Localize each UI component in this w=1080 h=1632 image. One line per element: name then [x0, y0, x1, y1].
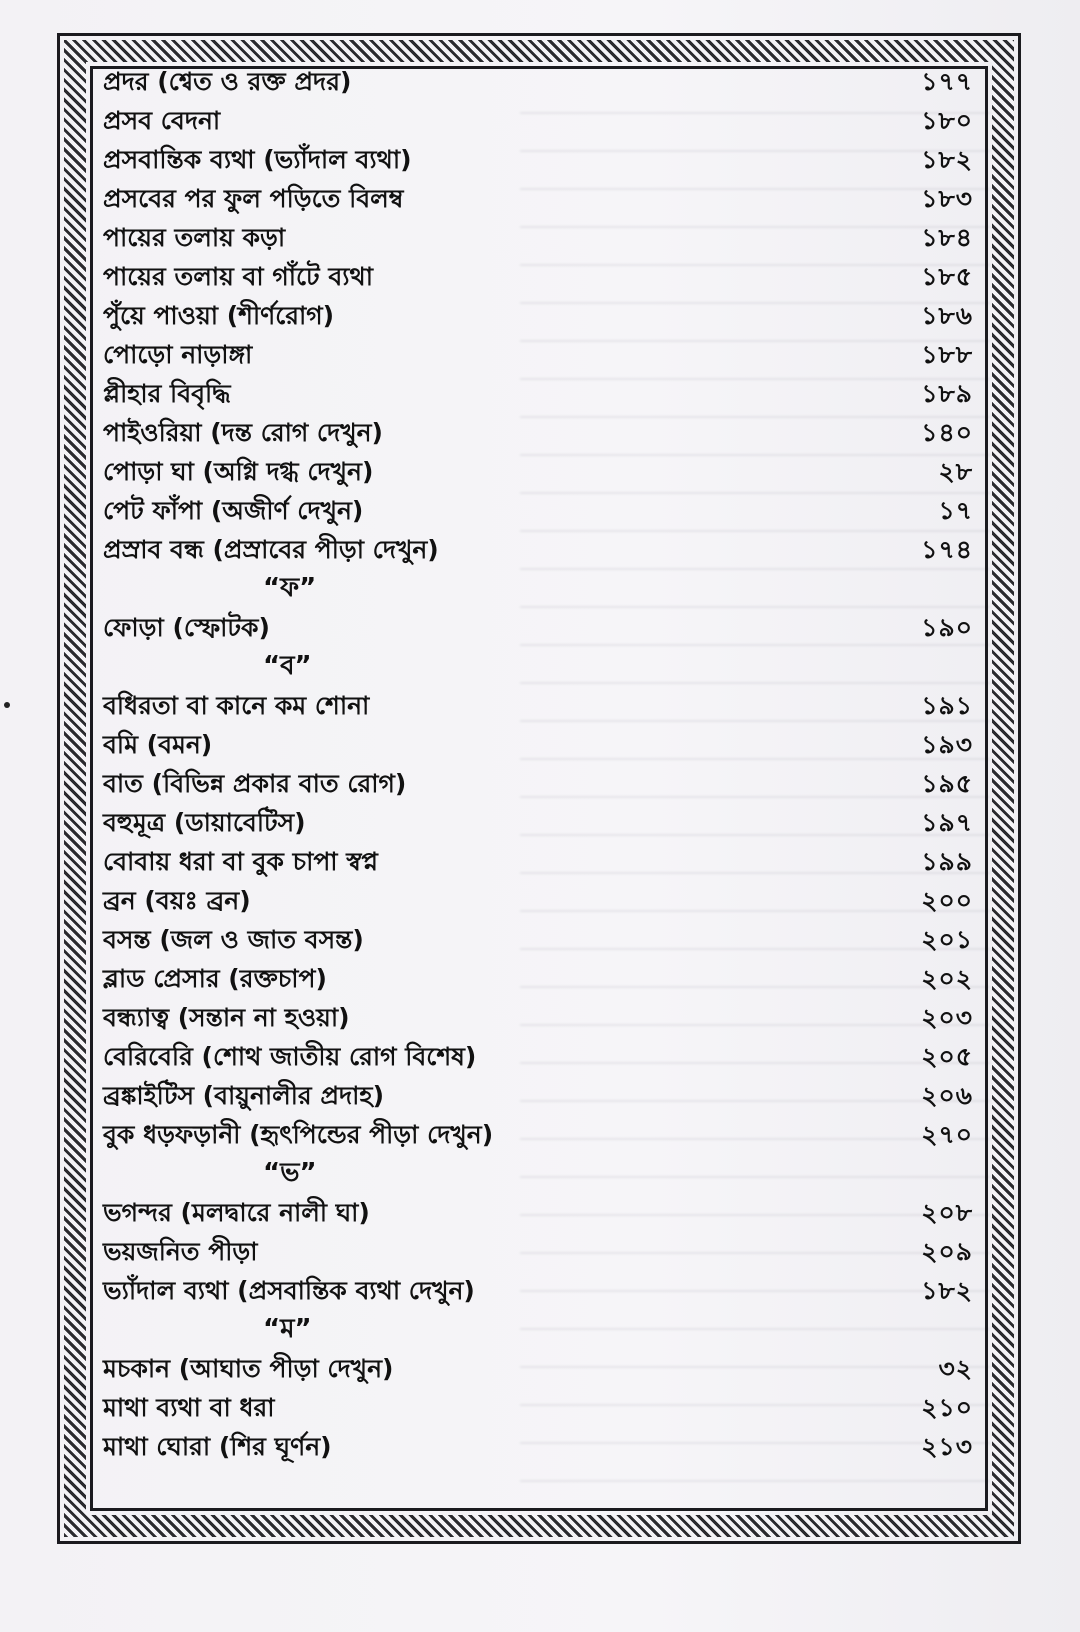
- page-number: ১৯৭: [921, 808, 973, 837]
- section-letter: “ভ”: [263, 1158, 317, 1188]
- index-entry: [103, 1349, 973, 1388]
- page-number: ২১৩: [921, 1432, 973, 1461]
- index-entry: [103, 374, 973, 413]
- entry-title: পোড়া ঘা (অগ্নি দগ্ধ দেখুন): [103, 457, 374, 486]
- index-entry: [103, 725, 973, 764]
- entry-title: মাথা ব্যথা বা ধরা: [103, 1393, 275, 1422]
- index-entry: [103, 1388, 973, 1427]
- page-number: ১৮৬: [921, 301, 973, 330]
- entry-title: মাথা ঘোরা (শির ঘূর্ণন): [103, 1432, 332, 1461]
- entry-title: বোবায় ধরা বা বুক চাপা স্বপ্ন: [103, 847, 378, 876]
- page-number: ১৮৩: [921, 184, 973, 213]
- entry-title: পোড়ো নাড়াঙ্গা: [103, 340, 253, 369]
- index-entry: [103, 1232, 973, 1271]
- index-entry: [103, 296, 973, 335]
- page-number: ২০৫: [921, 1042, 973, 1071]
- index-entry: [103, 1076, 973, 1115]
- section-heading: [103, 1310, 973, 1349]
- index-entry: [103, 62, 973, 101]
- entry-title: প্রসব বেদনা: [103, 106, 221, 135]
- index-entry: [103, 257, 973, 296]
- page-number: ২৮: [938, 457, 973, 486]
- page-number: ৩২: [938, 1354, 973, 1383]
- page-number: ১৮৯: [921, 379, 973, 408]
- index-entry: [103, 686, 973, 725]
- page-number: ১৮২: [921, 1276, 973, 1305]
- page-number: ১৯৩: [921, 730, 973, 759]
- page-number: ১৯৫: [921, 769, 973, 798]
- entry-title: ভয়জনিত পীড়া: [103, 1237, 258, 1266]
- index-entry: [103, 218, 973, 257]
- page-number: ১৮২: [921, 145, 973, 174]
- page-number: ২০০: [921, 886, 973, 915]
- index-entry: [103, 608, 973, 647]
- index-entry: [103, 491, 973, 530]
- page-number: ১৮৫: [921, 262, 973, 291]
- page-number: ২১০: [921, 1393, 973, 1422]
- entry-title: মচকান (আঘাত পীড়া দেখুন): [103, 1354, 394, 1383]
- index-entry: [103, 530, 973, 569]
- page-number: ১৯১: [921, 691, 973, 720]
- index-entry: [103, 1271, 973, 1310]
- page-number: ১৯৯: [921, 847, 973, 876]
- index-entry: [103, 881, 973, 920]
- index-entry: [103, 335, 973, 374]
- index-entry: [103, 959, 973, 998]
- index-entry: [103, 179, 973, 218]
- entry-title: বমি (বমন): [103, 730, 213, 759]
- page-number: ২০৯: [921, 1237, 973, 1266]
- entry-title: প্রস্রাব বন্ধ (প্রস্রাবের পীড়া দেখুন): [103, 535, 439, 564]
- entry-title: পায়ের তলায় কড়া: [103, 223, 286, 252]
- page-number: ১৪০: [921, 418, 973, 447]
- page-number: ১৯০: [921, 613, 973, 642]
- entry-title: বন্ধ্যাত্ব (সন্তান না হওয়া): [103, 1003, 350, 1032]
- entry-title: বাত (বিভিন্ন প্রকার বাত রোগ): [103, 769, 407, 798]
- entry-title: পাইওরিয়া (দন্ত রোগ দেখুন): [103, 418, 383, 447]
- index-entry: [103, 1115, 973, 1154]
- section-letter: “ম”: [263, 1314, 312, 1344]
- index-entry: [103, 1193, 973, 1232]
- page-number: ১৮৪: [921, 223, 973, 252]
- index-list: [103, 62, 973, 1466]
- page-number: ১৭৭: [921, 67, 973, 96]
- section-heading: [103, 647, 973, 686]
- section-heading: [103, 1154, 973, 1193]
- index-entry: [103, 101, 973, 140]
- index-entry: [103, 998, 973, 1037]
- section-letter: “ব”: [263, 651, 312, 681]
- entry-title: বসন্ত (জল ও জাত বসন্ত): [103, 925, 364, 954]
- entry-title: প্রদর (শ্বেত ও রক্ত প্রদর): [103, 67, 352, 96]
- index-entry: [103, 1037, 973, 1076]
- page-number: ২৭০: [921, 1120, 973, 1149]
- entry-title: ফোড়া (স্ফোটক): [103, 613, 270, 642]
- page-number: ১৭: [938, 496, 973, 525]
- section-heading: [103, 569, 973, 608]
- entry-title: ব্রঙ্কাইটিস (বায়ুনালীর প্রদাহ): [103, 1081, 384, 1110]
- index-entry: [103, 1427, 973, 1466]
- page-number: ২০১: [921, 925, 973, 954]
- entry-title: বুক ধড়ফড়ানী (হৃৎপিন্ডের পীড়া দেখুন): [103, 1120, 494, 1149]
- index-entry: [103, 803, 973, 842]
- index-entry: [103, 842, 973, 881]
- index-entry: [103, 140, 973, 179]
- page-number: ২০৮: [921, 1198, 973, 1227]
- index-entry: [103, 920, 973, 959]
- index-entry: [103, 764, 973, 803]
- entry-title: ভ্যাঁদাল ব্যথা (প্রসবান্তিক ব্যথা দেখুন): [103, 1276, 475, 1305]
- index-entry: [103, 452, 973, 491]
- page-number: ২০৩: [921, 1003, 973, 1032]
- entry-title: বহুমূত্র (ডায়াবেটিস): [103, 808, 306, 837]
- page-number: ১৮০: [921, 106, 973, 135]
- entry-title: বধিরতা বা কানে কম শোনা: [103, 691, 370, 720]
- section-letter: “ফ”: [263, 573, 317, 603]
- entry-title: ব্লাড প্রেসার (রক্তচাপ): [103, 964, 327, 993]
- entry-title: পেট ফাঁপা (অজীর্ণ দেখুন): [103, 496, 364, 525]
- entry-title: ব্রন (বয়ঃ ব্রন): [103, 886, 251, 915]
- entry-title: প্রসবের পর ফুল পড়িতে বিলম্ব: [103, 184, 404, 213]
- entry-title: প্রসবান্তিক ব্যথা (ভ্যাঁদাল ব্যথা): [103, 145, 412, 174]
- entry-title: পায়ের তলায় বা গাঁটে ব্যথা: [103, 262, 373, 291]
- entry-title: বেরিবেরি (শোথ জাতীয় রোগ বিশেষ): [103, 1042, 477, 1071]
- ink-speck: [4, 702, 10, 708]
- index-entry: [103, 413, 973, 452]
- entry-title: পুঁয়ে পাওয়া (শীর্ণরোগ): [103, 301, 335, 330]
- entry-title: ভগন্দর (মলদ্বারে নালী ঘা): [103, 1198, 370, 1227]
- page-number: ১৮৮: [921, 340, 973, 369]
- page-number: ২০২: [921, 964, 973, 993]
- entry-title: প্লীহার বিবৃদ্ধি: [103, 379, 231, 408]
- page-number: ২০৬: [921, 1081, 973, 1110]
- page-number: ১৭৪: [921, 535, 973, 564]
